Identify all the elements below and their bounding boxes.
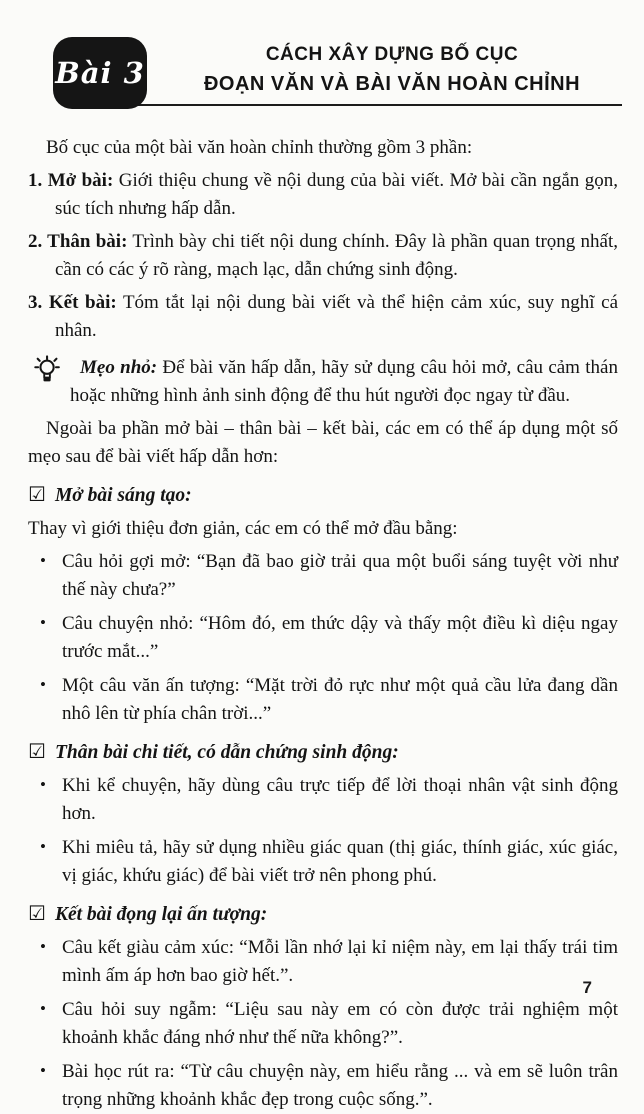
bullet-icon: • bbox=[40, 551, 46, 570]
page-number: 7 bbox=[582, 978, 592, 997]
numbered-item bbox=[28, 228, 618, 284]
lesson-badge-label: Bài 3 bbox=[55, 56, 145, 90]
list-item-text: Câu kết giàu cảm xúc: “Mỗi lần nhớ lại kỉ niệm này, em lại thấy trái tim mình ấm áp hơn bao giờ hết.”. bbox=[62, 937, 618, 986]
header-divider bbox=[96, 104, 622, 106]
intro-paragraph: Bố cục của một bài văn hoàn chỉnh thường gồm 3 phần: bbox=[46, 137, 473, 158]
checkbox-checked-icon: ☑ bbox=[28, 739, 46, 763]
tip-text: Để bài văn hấp dẫn, hãy sử dụng câu hỏi mở, câu cảm thán hoặc những hình ảnh sinh động để thu hút người đọc ngay từ đầu. bbox=[70, 357, 618, 406]
list-item bbox=[28, 548, 618, 604]
numbered-item-text: Tóm tắt lại nội dung bài viết và thể hiện cảm xúc, suy nghĩ cá nhân. bbox=[55, 292, 619, 341]
list-item-text: Câu hỏi suy ngẫm: “Liệu sau này em có còn được trải nghiệm một khoảnh khắc đáng nhớ như thế nữa không?”. bbox=[62, 999, 618, 1048]
paragraph: Ngoài ba phần mở bài – thân bài – kết bài, các em có thể áp dụng một số mẹo sau để bài viết hấp dẫn hơn: bbox=[28, 418, 618, 467]
page-title-line1: CÁCH XÂY DỰNG BỐ CỤC bbox=[265, 44, 519, 65]
tip-box bbox=[28, 354, 618, 410]
lightbulb-icon bbox=[32, 355, 64, 387]
list-item bbox=[28, 834, 618, 890]
bullet-icon: • bbox=[40, 837, 46, 856]
numbered-item-label: 3. Kết bài: bbox=[28, 292, 117, 313]
section-heading bbox=[28, 899, 618, 929]
section-heading-text: Kết bài đọng lại ấn tượng: bbox=[54, 904, 268, 925]
list-item-text: Bài học rút ra: “Từ câu chuyện này, em hiểu rằng ... và em sẽ luôn trân trọng những khoảnh khắc đẹp trong cuộc sống.”. bbox=[62, 1061, 618, 1110]
bullet-icon: • bbox=[40, 775, 46, 794]
bullet-icon: • bbox=[40, 675, 46, 694]
list-item-text: Khi kể chuyện, hãy dùng câu trực tiếp để lời thoại nhân vật sinh động hơn. bbox=[62, 775, 618, 824]
list-item bbox=[28, 934, 618, 990]
section-heading bbox=[28, 737, 618, 767]
section-intro: Thay vì giới thiệu đơn giản, các em có thể mở đầu bằng: bbox=[28, 518, 458, 539]
lesson-badge bbox=[54, 38, 146, 108]
lesson-header bbox=[0, 0, 644, 108]
page-title-line2: ĐOẠN VĂN VÀ BÀI VĂN HOÀN CHỈNH bbox=[203, 73, 581, 96]
bullet-icon: • bbox=[40, 1061, 46, 1080]
lesson-content bbox=[0, 108, 644, 1114]
numbered-item bbox=[28, 289, 618, 345]
checkbox-checked-icon: ☑ bbox=[28, 482, 46, 506]
page-title bbox=[160, 40, 624, 100]
bullet-icon: • bbox=[40, 999, 46, 1018]
list-item-text: Câu hỏi gợi mở: “Bạn đã bao giờ trải qua một buổi sáng tuyệt vời như thế này chưa?” bbox=[62, 551, 618, 600]
numbered-item bbox=[28, 167, 618, 223]
list-item bbox=[28, 772, 618, 828]
section-heading-text: Thân bài chi tiết, có dẫn chứng sinh động: bbox=[54, 742, 399, 763]
bullet-icon: • bbox=[40, 937, 46, 956]
list-item bbox=[28, 672, 618, 728]
numbered-item-label: 1. Mở bài: bbox=[28, 170, 114, 191]
list-item-text: Một câu văn ấn tượng: “Mặt trời đỏ rực như một quả cầu lửa đang dần nhô lên từ phía chân trời...” bbox=[62, 675, 618, 724]
numbered-item-text: Trình bày chi tiết nội dung chính. Đây là phần quan trọng nhất, cần có các ý rõ ràng, mạch lạc, dẫn chứng sinh động. bbox=[55, 231, 619, 280]
bullet-icon: • bbox=[40, 613, 46, 632]
list-item-text: Khi miêu tả, hãy sử dụng nhiều giác quan (thị giác, thính giác, xúc giác, vị giác, khứu giác) để bài viết trở nên phong phú. bbox=[62, 837, 618, 886]
tip-label: Mẹo nhỏ: bbox=[80, 357, 158, 378]
numbered-item-label: 2. Thân bài: bbox=[28, 231, 128, 252]
list-item bbox=[28, 1058, 618, 1114]
checkbox-checked-icon: ☑ bbox=[28, 901, 46, 925]
list-item bbox=[28, 996, 618, 1052]
list-item-text: Câu chuyện nhỏ: “Hôm đó, em thức dậy và thấy một điều kì diệu ngay trước mắt...” bbox=[62, 613, 618, 662]
list-item bbox=[28, 610, 618, 666]
section-heading-text: Mở bài sáng tạo: bbox=[54, 485, 192, 506]
section-heading bbox=[28, 480, 618, 510]
numbered-item-text: Giới thiệu chung về nội dung của bài viết. Mở bài cần ngắn gọn, súc tích nhưng hấp dẫn. bbox=[55, 170, 618, 219]
